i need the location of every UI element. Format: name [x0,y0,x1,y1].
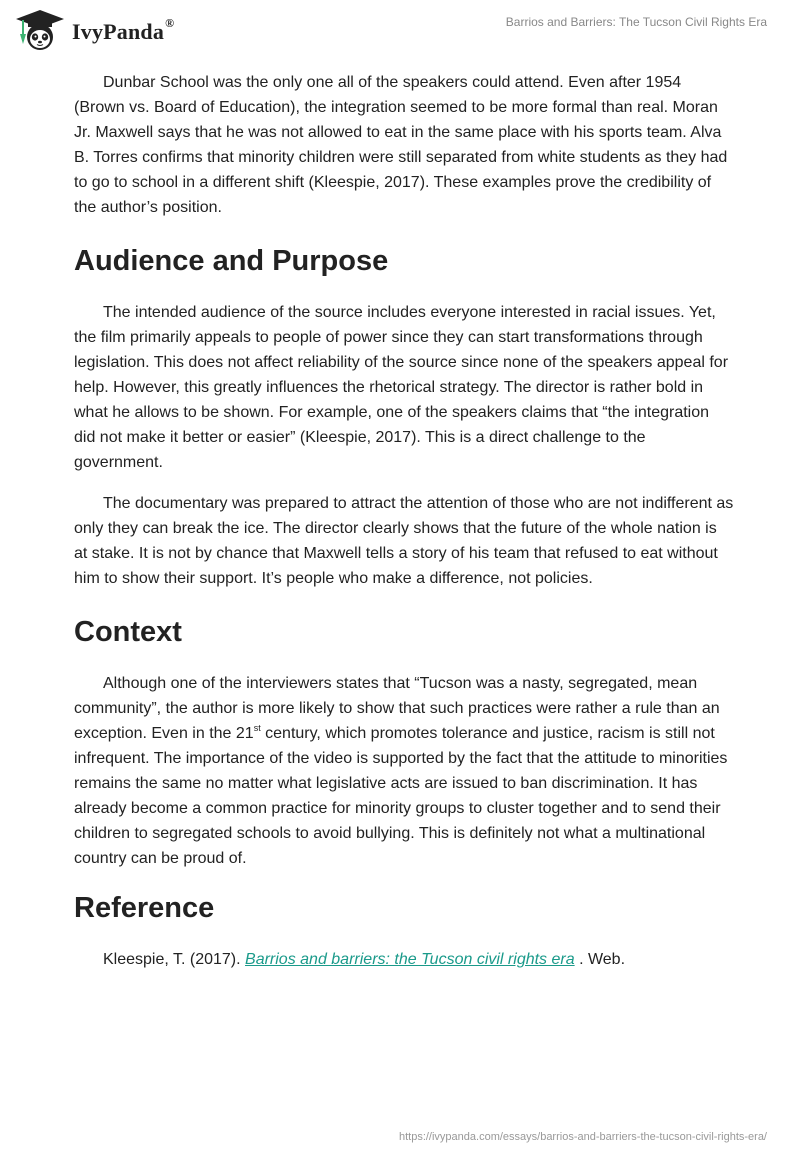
heading-audience-purpose: Audience and Purpose [74,245,389,277]
reference-entry: Kleespie, T. (2017). Barrios and barriers: the Tucson civil rights era . Web. [103,951,626,968]
audience-paragraph-2: The documentary was prepared to attract the attention of those who are not indifferent as only they can break the ice. The director clearly shows that the future of the whole nation is at stake. It is not by chance that Maxwell tells a story of his team that refused to eat without him to show their support. It’s people who make a difference, not policies. [74,495,734,587]
running-title: Barrios and Barriers: The Tucson Civil Rights Era [505,15,767,29]
intro-paragraph: Dunbar School was the only one all of the speakers could attend. Even after 1954 (Brown vs. Board of Education), the integration seemed to be more formal than real. Moran Jr. Maxwell says that he was not allowed to eat in the same place with his sports team. Alva B. Torres confirms that minority children were still separated from white students as they had to go to school in a different shift (Kleespie, 2017). These examples prove the credibility of the author’s position. [74,74,728,216]
essay-content [74,70,734,988]
reference-link[interactable]: Barrios and barriers: the Tucson civil rights era [245,951,575,968]
page-header [0,0,800,60]
footer-source-url[interactable]: https://ivypanda.com/essays/barrios-and-barriers-the-tucson-civil-rights-era/ [398,1131,767,1143]
logo-wordmark: IvyPanda® [72,16,175,44]
context-paragraph: Although one of the interviewers states that “Tucson was a nasty, segregated, mean community”, the author is more likely to show that such practices were rather a rule than an exception. Even in the 21st century, which promotes tolerance and justice, racism is still not infrequent. The importance of the video is supported by the fact that the attitude to minorities remains the same no matter what legislative acts are issued to ban discrimination. It has already become a common practice for minority groups to cluster together and to send their children to segregated schools to avoid bullying. This is definitely not what a multinational country can be proud of. [74,675,728,867]
heading-context: Context [74,616,182,648]
ivypanda-logo[interactable] [14,8,174,52]
audience-paragraph-1: The intended audience of the source includes everyone interested in racial issues. Yet, the film primarily appeals to people of power since they can start transformations through legislation. This does not affect reliability of the source since none of the speakers appeal for help. However, this greatly influences the rhetorical strategy. The director is rather bold in what he allows to be shown. For example, one of the speakers claims that “the integration did not make it better or easier” (Kleespie, 2017). This is a direct challenge to the government. [74,304,729,471]
panda-graduate-icon [14,8,66,52]
superscript-st: st [253,722,261,733]
heading-reference: Reference [74,892,215,924]
